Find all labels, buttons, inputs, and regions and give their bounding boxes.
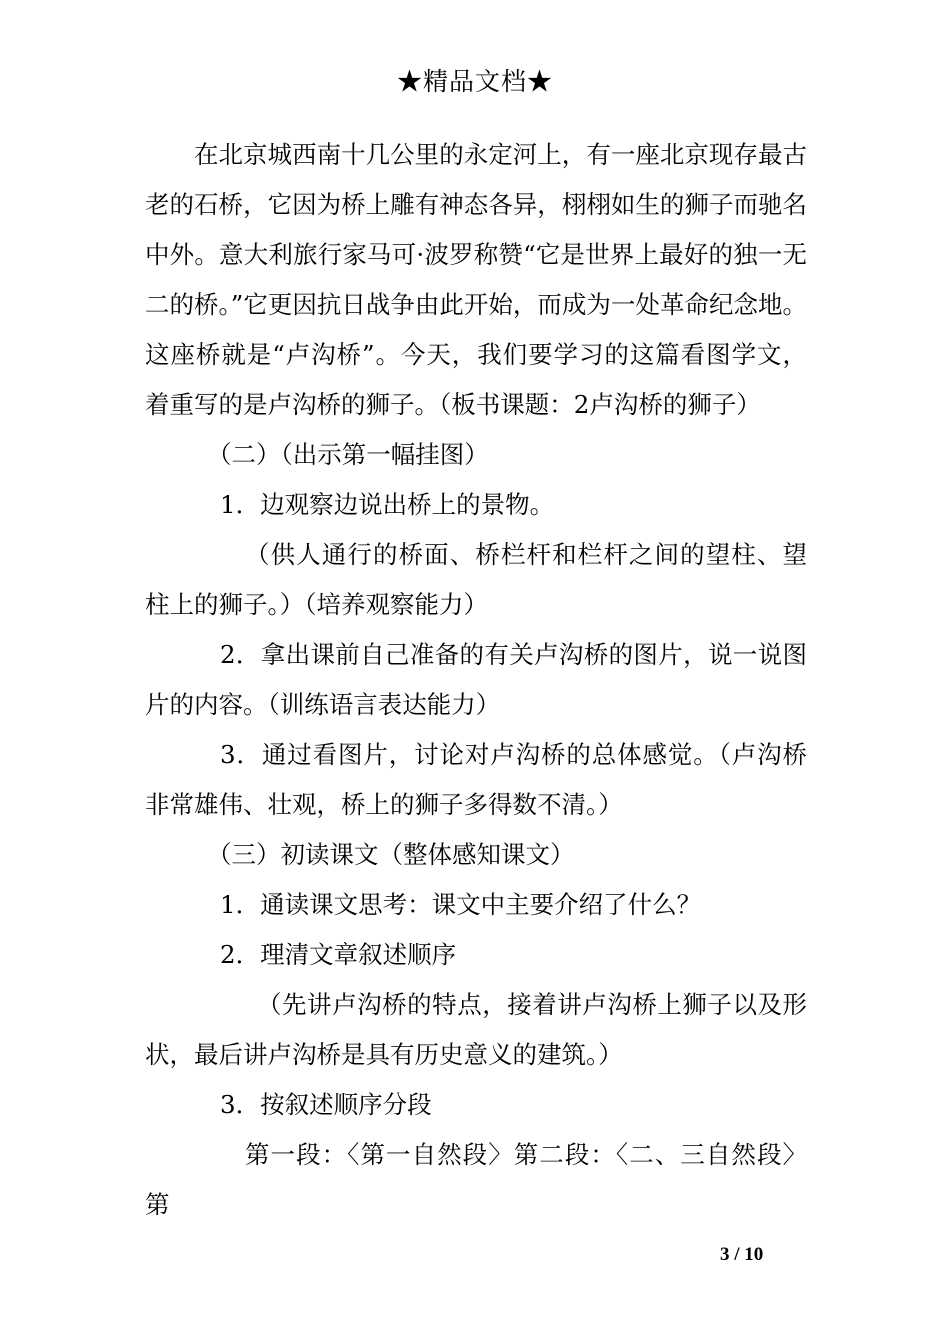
list-item-discuss: 3．通过看图片，讨论对卢沟桥的总体感觉。（卢沟桥非常雄伟、壮观，桥上的狮子多得数不清。）	[145, 740, 807, 819]
paragraph-intro: 在北京城西南十几公里的永定河上，有一座北京现存最古老的石桥，它因为桥上雕有神态各异，栩栩如生的狮子而驰名中外。意大利旅行家马可·波罗称赞“它是世界上最好的独一无二的桥。”它更因抗日战争由此开始，而成为一处革命纪念地。这座桥就是“卢沟桥”。今天，我们要学习的这篇看图学文，着重写的是卢沟桥的狮子。（板书课题：2卢沟桥的狮子）	[145, 140, 807, 419]
document-body	[145, 130, 807, 1230]
page-header-title: ★精品文档★	[396, 67, 553, 96]
list-item-observe: 1．边观察边说出桥上的景物。	[220, 490, 555, 519]
section-heading-two: （二）（出示第一幅挂图）	[207, 440, 489, 469]
section-heading-three: （三）初读课文（整体感知课文）	[207, 840, 575, 869]
list-item-read: 1．通读课文思考：课文中主要介绍了什么？	[220, 890, 702, 919]
paragraph-segments: 第一段：〈第一自然段〉第二段：〈二、三自然段〉第	[145, 1140, 807, 1219]
page-number: 3 / 10	[720, 1244, 764, 1265]
list-item-pictures: 2．拿出课前自己准备的有关卢沟桥的图片，说一说图片的内容。（训练语言表达能力）	[145, 640, 807, 719]
list-item-segment: 3．按叙述顺序分段	[220, 1090, 432, 1119]
list-item-order: 2．理清文章叙述顺序	[220, 940, 457, 969]
paragraph-observe-note: （供人通行的桥面、桥栏杆和栏杆之间的望柱、望柱上的狮子。）（培养观察能力）	[145, 540, 807, 619]
paragraph-order-note: （先讲卢沟桥的特点，接着讲卢沟桥上狮子以及形状，最后讲卢沟桥是具有历史意义的建筑。）	[145, 990, 807, 1069]
